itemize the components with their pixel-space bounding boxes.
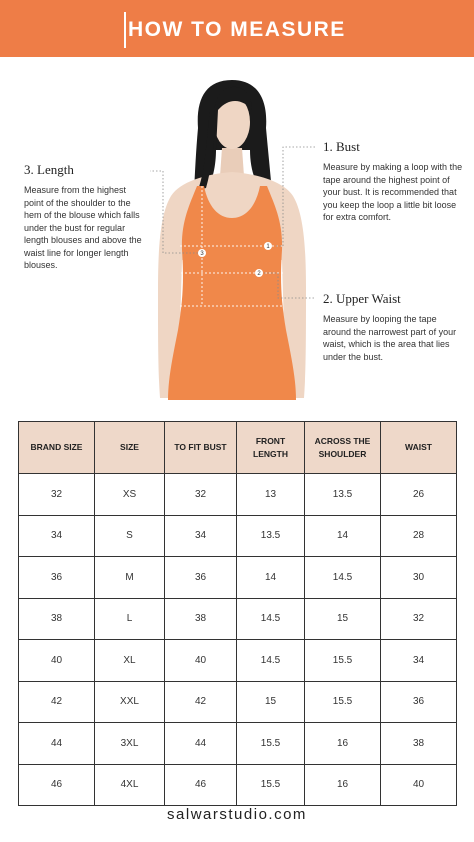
note-length [24, 163, 146, 272]
page-title: HOW TO MEASURE [128, 18, 346, 41]
cell: M [95, 557, 165, 599]
cell: 15.5 [237, 764, 305, 806]
cell: 14.5 [237, 640, 305, 682]
marker-2-label: 2 [257, 271, 261, 278]
note-length-text: Measure from the highest point of the shoulder to the hem of the blouse which falls under the bust for regular length blouses and above the waist line for longer length blouses. [24, 185, 142, 270]
footer-site: salwarstudio.com [167, 806, 307, 823]
cell: 46 [165, 764, 237, 806]
table-row [19, 681, 457, 723]
cell: 15.5 [237, 723, 305, 765]
cell: 15.5 [305, 681, 381, 723]
col-across-shoulder: ACROSS THE SHOULDER [305, 422, 381, 474]
note-waist-heading: 2. Upper Waist [323, 291, 401, 306]
cell: 28 [381, 515, 457, 557]
cell: XXL [95, 681, 165, 723]
cell: 42 [19, 681, 95, 723]
cell: 16 [305, 723, 381, 765]
cell: 34 [381, 640, 457, 682]
cell: 38 [19, 598, 95, 640]
cell: 40 [19, 640, 95, 682]
cell: 3XL [95, 723, 165, 765]
cell: XL [95, 640, 165, 682]
table-row [19, 598, 457, 640]
table-row [19, 640, 457, 682]
table-header-row [19, 422, 457, 474]
note-bust-heading: 1. Bust [323, 139, 360, 154]
cell: 34 [165, 515, 237, 557]
cell: L [95, 598, 165, 640]
cell: 36 [165, 557, 237, 599]
cell: S [95, 515, 165, 557]
neck [220, 148, 244, 176]
col-brand-size: BRAND SIZE [19, 422, 95, 474]
cell: 14 [305, 515, 381, 557]
cell: 34 [19, 515, 95, 557]
table-row [19, 764, 457, 806]
cell: 13 [237, 474, 305, 516]
cell: 32 [165, 474, 237, 516]
note-bust [323, 140, 463, 224]
note-length-heading: 3. Length [24, 162, 74, 177]
cell: 13.5 [305, 474, 381, 516]
table-row [19, 515, 457, 557]
cell: 38 [381, 723, 457, 765]
cell: 40 [165, 640, 237, 682]
marker-3-label: 3 [200, 251, 204, 258]
col-to-fit-bust: TO FIT BUST [165, 422, 237, 474]
note-waist [323, 292, 463, 363]
cell: 15 [305, 598, 381, 640]
cell: 13.5 [237, 515, 305, 557]
cell: 26 [381, 474, 457, 516]
cell: 16 [305, 764, 381, 806]
tank-top [168, 186, 296, 400]
col-waist: WAIST [381, 422, 457, 474]
cell: 14 [237, 557, 305, 599]
cell: 44 [19, 723, 95, 765]
cell: 32 [19, 474, 95, 516]
cell: 14.5 [237, 598, 305, 640]
cell: 15.5 [305, 640, 381, 682]
note-bust-text: Measure by making a loop with the tape around the highest point of your bust. It is recommended that you keep the loop a little bit loose for extra comfort. [323, 162, 463, 222]
cell: 46 [19, 764, 95, 806]
table-row [19, 474, 457, 516]
cell: 15 [237, 681, 305, 723]
col-size: SIZE [95, 422, 165, 474]
cell: 36 [381, 681, 457, 723]
cell: 32 [381, 598, 457, 640]
col-front-length: FRONT LENGTH [237, 422, 305, 474]
table-row [19, 557, 457, 599]
cell: 42 [165, 681, 237, 723]
cell: XS [95, 474, 165, 516]
table-row [19, 723, 457, 765]
header-banner [0, 0, 474, 57]
cell: 14.5 [305, 557, 381, 599]
body-illustration [150, 72, 315, 400]
cell: 40 [381, 764, 457, 806]
cell: 4XL [95, 764, 165, 806]
note-waist-text: Measure by looping the tape around the narrowest part of your waist, which is the area that lies under the bust. [323, 314, 457, 362]
title-divider [124, 12, 126, 48]
marker-1-label: 1 [266, 244, 270, 251]
cell: 30 [381, 557, 457, 599]
size-chart-table [18, 421, 457, 806]
cell: 38 [165, 598, 237, 640]
cell: 36 [19, 557, 95, 599]
cell: 44 [165, 723, 237, 765]
